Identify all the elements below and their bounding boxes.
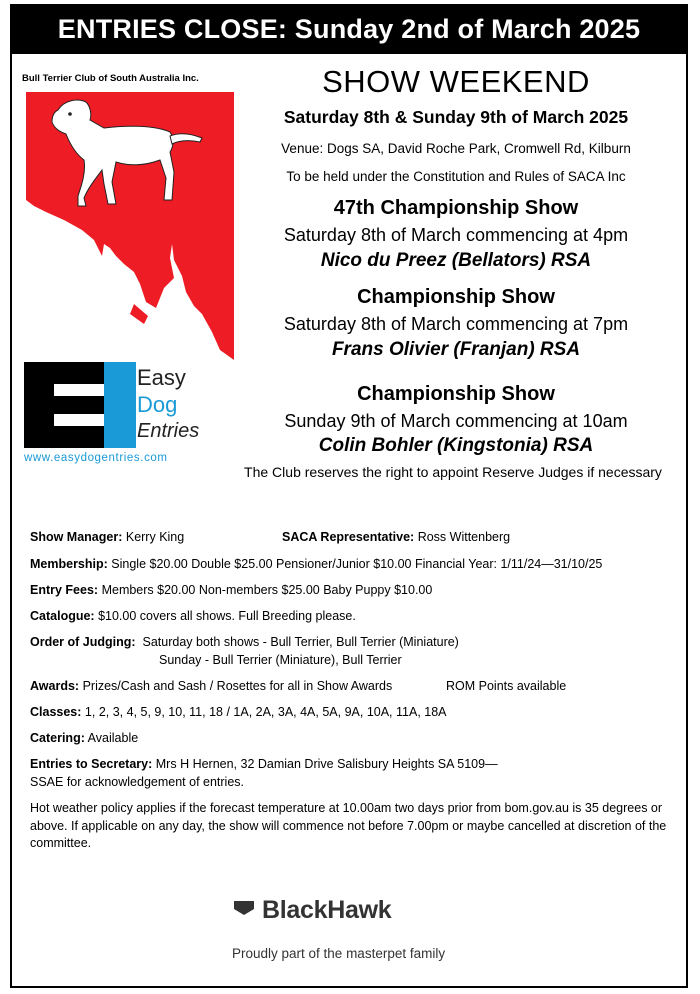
- reserve-judges-note: The Club reserves the right to appoint Reserve Judges if necessary: [244, 464, 662, 480]
- catalogue: $10.00 covers all shows. Full Breeding please.: [98, 609, 356, 623]
- rom-points: ROM Points available: [446, 679, 567, 693]
- show-dates: Saturday 8th & Sunday 9th of March 2025: [283, 107, 629, 127]
- catering-label: Catering:: [30, 731, 85, 745]
- classes-line: [30, 704, 447, 720]
- membership-line: [30, 556, 602, 572]
- saca-representative-line: [282, 529, 510, 545]
- order-of-judging-saturday: Saturday both shows - Bull Terrier, Bull Terrier (Miniature): [142, 635, 459, 649]
- awards-label: Awards:: [30, 679, 80, 693]
- show-2-title: Championship Show: [357, 286, 555, 308]
- show-manager-line: [30, 529, 184, 545]
- entries-to-secretary-line: [30, 756, 498, 772]
- easy-dog-entries-easy: Easy: [137, 365, 186, 390]
- entry-fees-line: [30, 582, 432, 598]
- show-3-time: Sunday 9th of March commencing at 10am: [284, 411, 628, 431]
- saca-representative: Ross Wittenberg: [417, 530, 511, 544]
- classes: 1, 2, 3, 4, 5, 9, 10, 11, 18 / 1A, 2A, 3A, 4A, 5A, 9A, 10A, 11A, 18A: [84, 705, 447, 719]
- blackhawk-shield-icon: [233, 900, 255, 916]
- show-3-title: Championship Show: [357, 383, 555, 405]
- rules-note: To be held under the Constitution and Rules of SACA Inc: [286, 169, 626, 184]
- hot-weather-policy: Hot weather policy applies if the forecast temperature at 10.00am two days prior from bom.gov.au is 35 degrees or above. If applicable on any day, the show will commence not before 7.00pm or maybe cancelled at discretion of the committee.: [30, 801, 667, 850]
- show-2-judge: Frans Olivier (Franjan) RSA: [331, 339, 581, 360]
- ssae-note: SSAE for acknowledgement of entries.: [30, 775, 245, 789]
- sponsor-name: BlackHawk: [262, 896, 392, 924]
- catalogue-line: [30, 608, 356, 624]
- entry-fees: Members $20.00 Non-members $25.00 Baby Puppy $10.00: [101, 583, 433, 597]
- show-3-judge: Colin Bohler (Kingstonia) RSA: [318, 435, 594, 456]
- awards-line: [30, 678, 392, 694]
- order-of-judging-sunday: Sunday - Bull Terrier (Miniature), Bull Terrier: [159, 653, 402, 667]
- show-manager-label: Show Manager:: [30, 530, 123, 544]
- easy-dog-entries-entries: Entries: [137, 420, 200, 442]
- entry-fees-label: Entry Fees:: [30, 583, 99, 597]
- order-of-judging-line: [30, 634, 459, 650]
- entries-to-secretary-label: Entries to Secretary:: [30, 757, 153, 771]
- membership-label: Membership:: [30, 557, 108, 571]
- catalogue-label: Catalogue:: [30, 609, 95, 623]
- order-of-judging-label: Order of Judging:: [30, 635, 136, 649]
- sponsor-tagline: Proudly part of the masterpet family: [232, 946, 446, 961]
- awards: Prizes/Cash and Sash / Rosettes for all in Show Awards: [82, 679, 393, 693]
- easy-dog-entries-url[interactable]: www.easydogentries.com: [24, 452, 168, 464]
- saca-representative-label: SACA Representative:: [282, 530, 415, 544]
- show-1-judge: Nico du Preez (Bellators) RSA: [320, 250, 592, 271]
- catering: Available: [87, 731, 139, 745]
- show-1-title: 47th Championship Show: [333, 197, 579, 219]
- venue: Venue: Dogs SA, David Roche Park, Cromwell Rd, Kilburn: [281, 141, 631, 156]
- catering-line: [30, 730, 138, 746]
- dog-eye-icon: [68, 112, 72, 116]
- entries-to-secretary: Mrs H Hernen, 32 Damian Drive Salisbury Heights SA 5109—: [155, 757, 498, 771]
- entries-close-banner: ENTRIES CLOSE: Sunday 2nd of March 2025: [12, 6, 686, 54]
- show-1-time: Saturday 8th of March commencing at 4pm: [283, 225, 629, 245]
- membership: Single $20.00 Double $25.00 Pensioner/Junior $10.00 Financial Year: 1/11/24—31/10/25: [111, 557, 603, 571]
- show-weekend-heading: SHOW WEEKEND: [322, 64, 590, 99]
- club-logo-map: [24, 88, 236, 360]
- classes-label: Classes:: [30, 705, 82, 719]
- show-2-time: Saturday 8th of March commencing at 7pm: [283, 314, 629, 334]
- show-manager: Kerry King: [125, 530, 185, 544]
- club-name: Bull Terrier Club of South Australia Inc.: [22, 73, 199, 84]
- easy-dog-entries-dog: Dog: [137, 392, 178, 417]
